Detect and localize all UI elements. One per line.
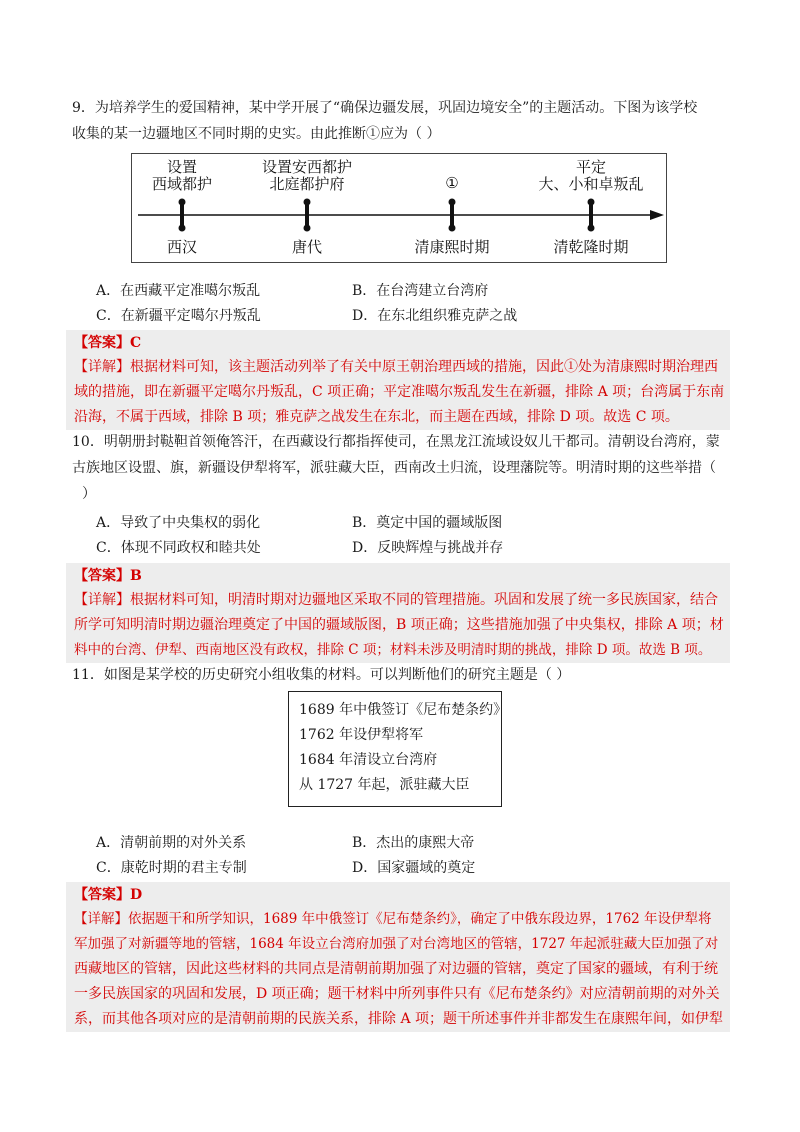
q9-option-d[interactable]: D．在东北组织雅克萨之战: [352, 308, 518, 324]
q9-stem-line1: 9．为培养学生的爱国精神，某中学开展了“确保边疆发展，巩固边境安全”的主题活动。下图为该学校: [72, 100, 698, 116]
q11-detail-line5: 系，而其他各项对应的是清朝前期的民族关系，排除 A 项；题干所述事件并非都发生在康熙年间，如伊犁: [74, 1011, 724, 1027]
q9-detail-line1: 【详解】根据材料可知，该主题活动列举了有关中原王朝治理西域的措施，因此①处为清康熙时期治理西: [74, 359, 718, 375]
q10-stem-line1: 10．明朝册封鞑靼首领俺答汗，在西藏设行都指挥使司，在黑龙江流域设奴儿干都司。清朝设台湾府，蒙: [72, 434, 720, 450]
timeline-event-3-line1: ①: [445, 174, 459, 192]
q10-option-a[interactable]: A．导致了中央集权的弱化: [96, 515, 261, 531]
q9-answer: 【答案】C: [74, 335, 142, 351]
q9-option-a[interactable]: A．在西藏平定准噶尔叛乱: [96, 283, 261, 299]
q9-option-c[interactable]: C．在新疆平定噶尔丹叛乱: [96, 308, 261, 324]
q11-material-1: 1689 年中俄签订《尼布楚条约》: [299, 702, 508, 718]
q10-stem-line2: 古族地区设盟、旗，新疆设伊犁将军，派驻藏大臣，西南改土归流，设理藩院等。明清时期的这些举措（: [72, 460, 716, 476]
q11-option-a[interactable]: A．清朝前期的对外关系: [96, 835, 247, 851]
timeline-event-1-line2: 西域都护: [151, 175, 212, 193]
q11-material-4: 从 1727 年起，派驻藏大臣: [299, 777, 470, 793]
timeline-event-2-line2: 北庭都护府: [269, 175, 345, 193]
timeline-arrow-icon: [650, 210, 664, 220]
q9-stem-line2: 收集的某一边疆地区不同时期的史实。由此推断①应为（ ）: [72, 126, 441, 142]
q10-option-c[interactable]: C．体现不同政权和睦共处: [96, 540, 261, 556]
q10-detail-line2: 所学可知明清时期边疆治理奠定了中国的疆域版图，B 项正确；这些措施加强了中央集权，排除 A 项；材: [74, 617, 724, 633]
q9-timeline-figure: [131, 153, 667, 263]
timeline-event-4-line2: 大、小和卓叛乱: [538, 175, 644, 193]
q10-detail-line3: 料中的台湾、伊犁、西南地区没有政权，排除 C 项；材料未涉及明清时期的挑战，排除 D 项。故选 B 项。: [74, 642, 712, 658]
q11-option-d[interactable]: D．国家疆域的奠定: [352, 860, 476, 876]
timeline-event-2-line1: 设置安西都护: [261, 158, 352, 176]
q11-material-3: 1684 年清设立台湾府: [299, 752, 438, 768]
timeline-period-4: 清乾隆时期: [553, 238, 629, 256]
timeline-event-4-line1: 平定: [575, 158, 606, 176]
timeline-dot-3: [449, 199, 456, 206]
q10-option-b[interactable]: B．奠定中国的疆域版图: [352, 515, 503, 531]
q10-option-d[interactable]: D．反映辉煌与挑战并存: [352, 540, 504, 556]
q9-detail-line2: 域的措施，即在新疆平定噶尔丹叛乱，C 项正确；平定准噶尔叛乱发生在新疆，排除 A 项；台湾属于东南: [74, 384, 725, 400]
timeline-period-2: 唐代: [291, 238, 322, 256]
timeline-period-1: 西汉: [166, 238, 197, 256]
q11-option-c[interactable]: C．康乾时期的君主专制: [96, 860, 247, 876]
q11-answer-block: [66, 882, 730, 1032]
q11-detail-line3: 西藏地区的管辖，因此这些材料的共同点是清朝前期加强了对边疆的管辖，奠定了国家的疆域，有利于统: [74, 961, 718, 977]
q11-material-box: [288, 691, 508, 807]
timeline-dot-3b: [449, 225, 456, 232]
timeline-dot-4: [588, 199, 595, 206]
q11-answer: 【答案】D: [74, 887, 143, 903]
timeline-dot-1: [179, 199, 186, 206]
q11-material-2: 1762 年设伊犁将军: [299, 727, 424, 743]
timeline-event-1-line1: 设置: [166, 158, 197, 176]
q10-detail-line1: 【详解】根据材料可知，明清时期对边疆地区采取不同的管理措施。巩固和发展了统一多民族国家，结合: [74, 592, 718, 608]
timeline-dot-4b: [588, 225, 595, 232]
timeline-dot-1b: [179, 225, 186, 232]
q11-detail-line2: 军加强了对新疆等地的管辖，1684 年设立台湾府加强了对台湾地区的管辖，1727 年起派驻藏大臣加强了对: [74, 936, 719, 952]
timeline-period-3: 清康熙时期: [414, 238, 490, 256]
q9-option-b[interactable]: B．在台湾建立台湾府: [352, 283, 489, 299]
q9-detail-line3: 沿海，不属于西域，排除 B 项；雅克萨之战发生在东北，而主题在西域，排除 D 项。故选 C 项。: [74, 409, 679, 425]
q11-option-b[interactable]: B．杰出的康熙大帝: [352, 835, 475, 851]
q11-stem: 11．如图是某学校的历史研究小组收集的材料。可以判断他们的研究主题是（ ）: [72, 667, 571, 683]
timeline-dot-2: [304, 199, 311, 206]
q10-stem-line3: ）: [82, 486, 96, 502]
q11-detail-line1: 【详解】依据题干和所学知识，1689 年中俄签订《尼布楚条约》，确定了中俄东段边界，1762 年设伊犁将: [74, 911, 712, 927]
q9-answer-block: [66, 330, 730, 430]
q10-answer: 【答案】B: [74, 568, 142, 584]
q10-answer-block: [66, 563, 730, 663]
q11-detail-line4: 一多民族国家的巩固和发展，D 项正确；题干材料中所列事件只有《尼布楚条约》对应清朝前期的对外关: [74, 986, 720, 1002]
timeline-dot-2b: [304, 225, 311, 232]
